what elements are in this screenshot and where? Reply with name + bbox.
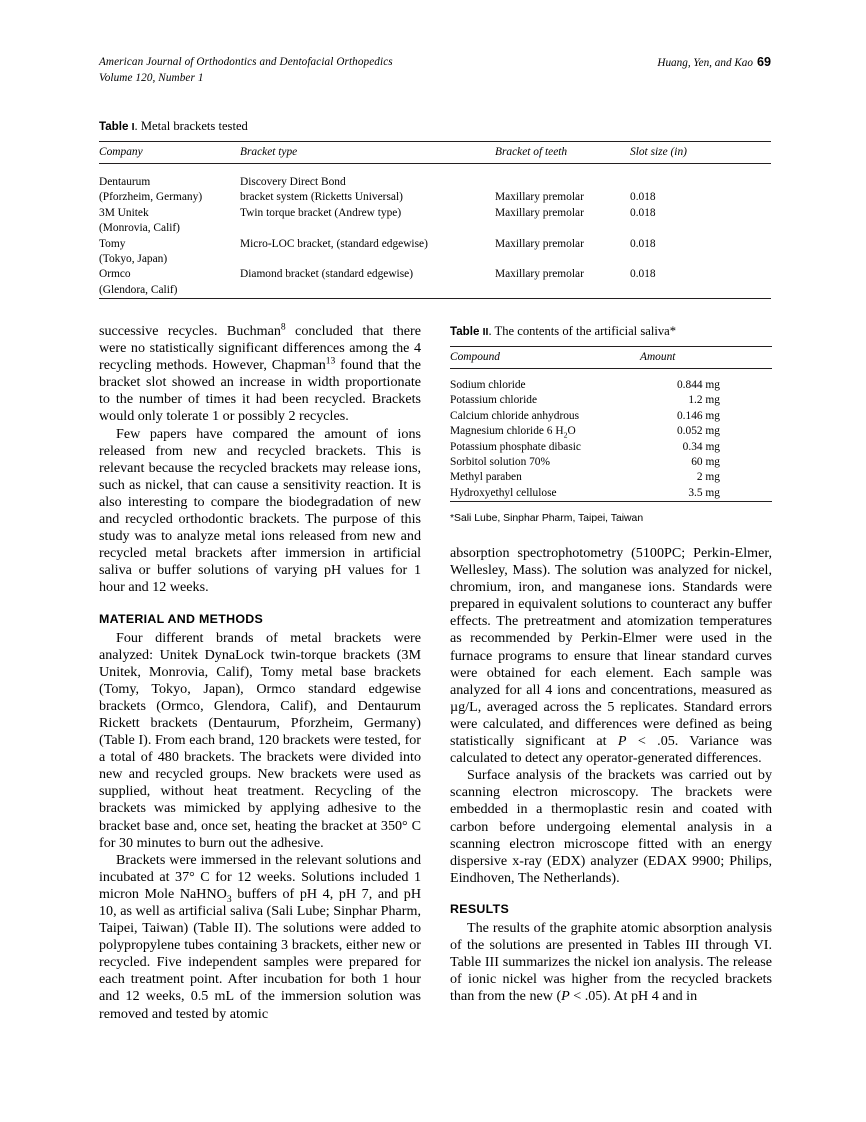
- cell-company: Dentaurum: [99, 176, 151, 188]
- table-one-caption: [99, 118, 771, 136]
- cell-bracket-of-teeth: Maxillary premolar: [495, 206, 584, 219]
- table-one-head: [99, 142, 771, 164]
- cell-bracket-of-teeth: Maxillary premolar: [495, 237, 584, 250]
- cell-amount: 1.2 mg: [688, 394, 720, 407]
- p-value-italic: P: [561, 988, 570, 1005]
- p-value-italic: P: [617, 733, 627, 750]
- table-two-caption-text: . The contents of the artificial saliva*: [488, 324, 676, 338]
- table-two-header-row: [450, 347, 772, 369]
- subscript-three: 3: [226, 893, 232, 905]
- cell-company: 3M Unitek: [99, 206, 149, 219]
- reference-superscript-13: 13: [325, 355, 336, 367]
- table-one-bottom-rule-row: [99, 299, 771, 310]
- paragraph-results-intro: The results of the graphite atomic absorption analysis of the solutions are presented in Tables III through VI. Table III summarizes the nickel ion analysis. The release of ionic nickel was higher from the recycled brackets than from the new (P < .05). At pH 4 and in: [450, 919, 772, 1005]
- table-one-body: [99, 164, 771, 310]
- column-header-slot-size: Slot size (in): [630, 142, 771, 164]
- table-row: [99, 267, 771, 282]
- table-row: [450, 470, 772, 485]
- table-two-body: [450, 369, 772, 507]
- paragraph-recycles: successive recycles. Buchman$^8$ concluded that there were no statistically significant differences among the 4 recycling methods. However, Chapman$^{13}$ found that the bracket slot showed an increase in width proportionate to the number of times it had been recycled. Brackets would only tolerate 1 or possibly 2 recycles.: [99, 321, 421, 425]
- cell-slot-size: 0.018: [630, 237, 656, 250]
- cell-company-location: (Pforzheim, Germany): [99, 191, 203, 204]
- table-row: [99, 175, 771, 190]
- table-two-grid: [450, 346, 772, 506]
- cell-amount: 0.34 mg: [682, 440, 720, 453]
- paragraph-four-brands: Four different brands of metal brackets were analyzed: Unitek DynaLock twin-torque brackets (3M Unitek, Monrovia, Calif), Tomy metal base brackets (Tomy, Tokyo, Japan), Ormco standard edgewise brackets (Ormco, Glendora, Calif), and Dentaurum Rickett brackets (Dentaurum, Pforzheim, Germany) (Table I). From each brand, 120 brackets were tested, for a total of 480 brackets. The brackets were divided into new and recycled groups. New brackets were used as supplied, without heat treatment. Recycling of the brackets was mimicked by applying adhesive to the bracket base and, once set, heating the bracket at 350° C for 30 minutes to burn out the adhesive.: [99, 629, 421, 851]
- paragraph-immersion: Brackets were immersed in the relevant solutions and incubated at 37° C for 12 weeks. Solutions included 1 micron Mole NaHNO$_3$ buffers of pH 4, pH 7, and pH 10, as well as artificial saliva (Sali Lube; Sinphar Pharm, Taipei, Taiwan) (Table II). The solutions were added to polypropylene tubes containing 3 brackets, either new or recycled. Five independent samples were prepared for each treatment point. After incubation for both 1 hour and 12 weeks, 0.5 mL of the immersion solution was removed and tested by atomic: [99, 851, 421, 1022]
- cell-company-location: (Tokyo, Japan): [99, 253, 168, 266]
- running-head-right: [657, 55, 771, 72]
- cell-company: Ormco: [99, 268, 131, 281]
- journal-title: American Journal of Orthodontics and Dentofacial Orthopedics: [99, 56, 393, 68]
- reference-superscript-8: 8: [280, 321, 286, 333]
- cell-bracket-type: Discovery Direct Bond: [240, 176, 346, 188]
- table-one-header-row: [99, 142, 771, 164]
- cell-amount: 3.5 mg: [688, 486, 720, 499]
- cell-slot-size: 0.018: [630, 191, 656, 204]
- table-row: [450, 486, 772, 502]
- paragraph-spectrophotometry: absorption spectrophotometry (5100PC; Perkin-Elmer, Wellesley, Mass). The solution was analyzed for nickel, chromium, iron, and manganese ions. Standards were prepared in equivalent solutions to counteract any buffer effects. The pretreatment and atomization temperatures as recommended by Perkin-Elmer were used in the furnace programs to ensure that linear standard curves were obtained for each element. Each sample was analyzed for all 4 ions and concentrations, measured as µg/L, averaged across the 5 replicates. Standard errors were calculated, and differences were defined as being statistically significant at P < .05. Variance was calculated to detect any operator-generated differences.: [450, 545, 772, 767]
- cell-amount: 0.844 mg: [676, 379, 720, 391]
- volume-issue: Volume 120, Number 1: [99, 71, 204, 84]
- table-one-head-rule-row: [99, 164, 771, 176]
- cell-amount: 60 mg: [691, 456, 720, 469]
- cell-bracket-of-teeth: [495, 175, 630, 190]
- table-two-caption: [450, 323, 772, 341]
- cell-bracket-type: Diamond bracket (standard edgewise): [240, 268, 414, 281]
- cell-compound: Hydroxyethyl cellulose: [450, 486, 557, 499]
- table-two-head: [450, 347, 772, 369]
- column-header-amount: Amount: [640, 347, 772, 369]
- table-row: [450, 378, 772, 393]
- cell-slot-size: 0.018: [630, 206, 656, 219]
- cell-company: Tomy: [99, 237, 126, 250]
- heading-material-and-methods: MATERIAL AND METHODS: [99, 611, 264, 626]
- cell-compound: Calcium chloride anhydrous: [450, 409, 580, 422]
- cell-slot-size: 0.018: [630, 268, 656, 281]
- cell-company-location: (Glendora, Calif): [99, 283, 178, 296]
- table-row: [450, 455, 772, 470]
- right-text-column: [450, 545, 772, 1005]
- table-one-label: Table I: [99, 120, 135, 133]
- cell-compound: Sodium chloride: [450, 379, 526, 391]
- table-row-cont: [99, 283, 771, 299]
- cell-bracket-type-cont: bracket system (Ricketts Universal): [240, 191, 403, 204]
- cell-company-location: (Monrovia, Calif): [99, 222, 180, 235]
- table-two: [450, 323, 772, 526]
- cell-slot-size: [630, 175, 771, 190]
- left-text-column: [99, 323, 421, 1023]
- page-number: 69: [756, 55, 771, 69]
- cell-compound: Potassium chloride: [450, 394, 538, 407]
- table-row: [99, 237, 771, 252]
- column-header-bracket-type: Bracket type: [240, 142, 495, 164]
- table-two-label: Table II: [450, 325, 489, 338]
- cell-bracket-type: Twin torque bracket (Andrew type): [240, 206, 402, 219]
- table-one-grid: [99, 141, 771, 309]
- column-header-compound: Compound: [450, 347, 640, 369]
- table-row: [450, 424, 772, 439]
- paragraph-few-papers: Few papers have compared the amount of ions released from new and recycled brackets. This is relevant because the recycled brackets may release ions, such as nickel, that can cause a sensitivity reaction. It is also interesting to compare the biodegradation of new and recycled orthodontic brackets. The purpose of this study was to analyze metal ions released from new and recycled metal brackets after immersion in artificial saliva or buffer solutions of varying pH values for 1 hour and 12 weeks.: [99, 425, 421, 596]
- table-row: [450, 409, 772, 424]
- cell-compound: Methyl paraben: [450, 471, 522, 484]
- table-two-footnote: *Sali Lube, Sinphar Pharm, Taipei, Taiwan: [450, 513, 644, 525]
- cell-bracket-of-teeth: Maxillary premolar: [495, 268, 584, 281]
- cell-amount: 0.146 mg: [676, 409, 720, 422]
- table-one: [99, 118, 771, 309]
- table-row-cont: [99, 252, 771, 267]
- table-row: [99, 206, 771, 221]
- cell-amount: 2 mg: [696, 471, 720, 484]
- cell-compound: Sorbitol solution 70%: [450, 456, 550, 469]
- table-one-caption-text: . Metal brackets tested: [134, 119, 248, 133]
- running-head: [99, 55, 771, 86]
- table-row-cont: [99, 190, 771, 205]
- table-two-head-rule-row: [450, 369, 772, 379]
- column-header-bracket-of-teeth: Bracket of teeth: [495, 142, 630, 164]
- cell-compound: Potassium phosphate dibasic: [450, 440, 581, 453]
- heading-results: RESULTS: [450, 901, 510, 916]
- author-list: Huang, Yen, and Kao: [657, 57, 753, 69]
- paragraph-surface-analysis: Surface analysis of the brackets was carried out by scanning electron microscopy. The brackets were embedded in a thermoplastic resin and coated with carbon before undergoing elemental analysis in a scanning electron microscope fitted with an energy dispersive x-ray (EDX) analyzer (EDAX 9900; Philips, Eindhoven, The Netherlands).: [450, 767, 772, 886]
- table-row: [450, 393, 772, 408]
- table-row-cont: [99, 221, 771, 236]
- table-two-bottom-rule-row: [450, 502, 772, 507]
- table-row: [450, 440, 772, 455]
- running-head-left: [99, 55, 393, 86]
- cell-bracket-type: Micro-LOC bracket, (standard edgewise): [240, 237, 428, 250]
- cell-amount: 0.052 mg: [676, 425, 720, 438]
- column-header-company: Company: [99, 142, 240, 164]
- cell-bracket-of-teeth: Maxillary premolar: [495, 191, 584, 204]
- cell-compound-magnesium: Magnesium chloride 6 $H_2O$: [450, 425, 576, 440]
